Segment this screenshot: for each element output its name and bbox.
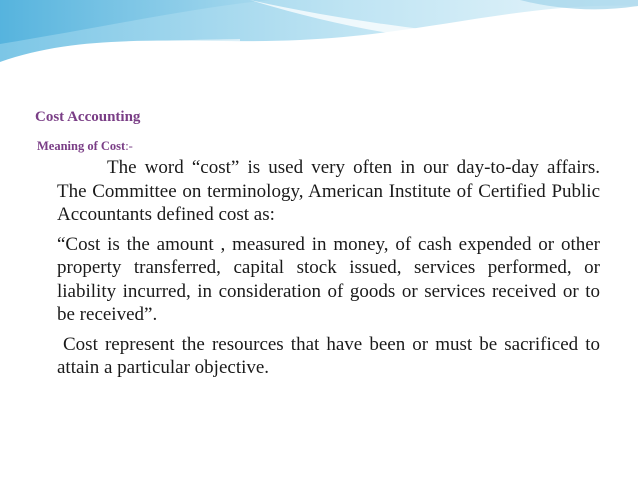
subtitle-suffix: :- — [125, 139, 133, 153]
paragraph-resources: Cost represent the resources that have been or must be sacrificed to attain a particular objective. — [57, 333, 600, 378]
subtitle-text: Meaning of Cost — [37, 139, 126, 153]
paragraph-definition-intro: The word “cost” is used very often in our day-to-day affairs. The Committee on terminology, American Institute of Certified Public Accountants defined cost as: — [57, 157, 600, 225]
slide-subtitle — [37, 139, 133, 154]
header-wave-decoration — [0, 0, 638, 80]
paragraph-definition-quote: “Cost is the amount , measured in money, of cash expended or other property transferred, capital stock issued, services performed, or liability incurred, in consideration of goods or services received or to be received”. — [57, 233, 600, 325]
body-text — [57, 156, 600, 380]
slide-title: Cost Accounting — [35, 109, 141, 125]
